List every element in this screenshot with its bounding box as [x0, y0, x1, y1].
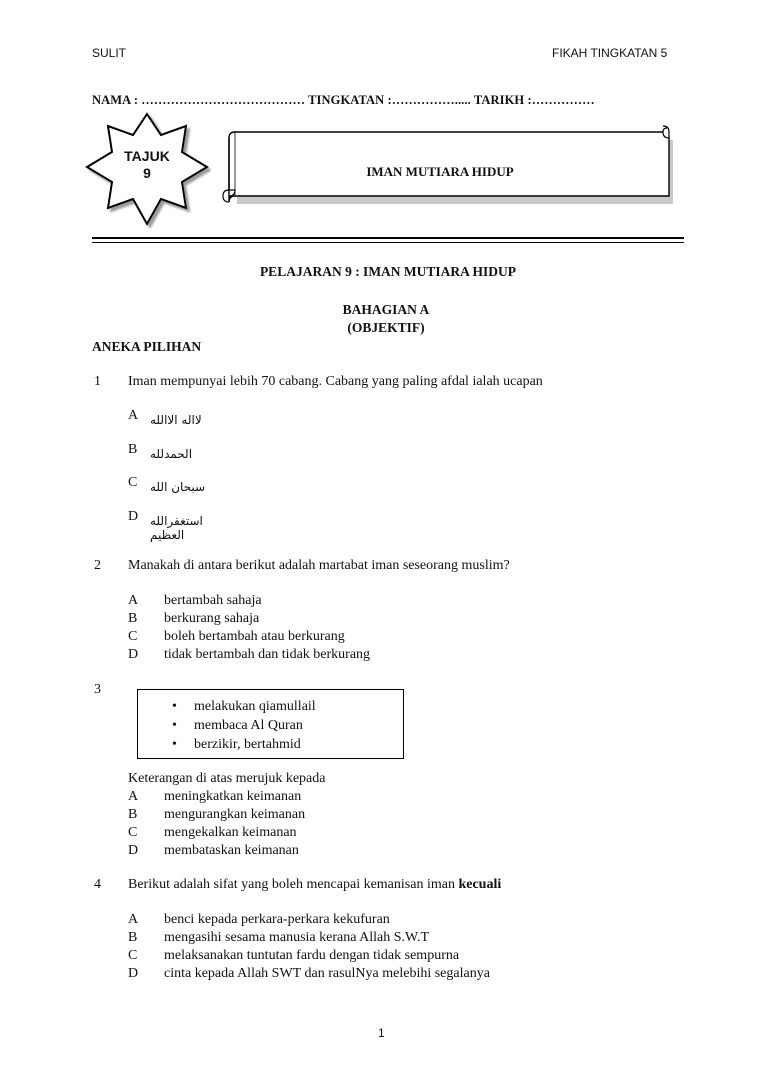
section-subtitle: (OBJEKTIF) [347, 320, 425, 335]
question-text: Manakah di antara berikut adalah martabat iman seseorang muslim? [128, 558, 510, 573]
option-text: berkurang sahaja [164, 611, 260, 626]
badge-line-1: TAJUK [124, 148, 170, 164]
question-number: 2 [94, 558, 101, 573]
option-text: mengurangkan keimanan [164, 807, 306, 822]
lesson-title: PELAJARAN 9 : IMAN MUTIARA HIDUP [259, 264, 517, 279]
option-text: benci kepada perkara-perkara kekufuran [164, 912, 390, 927]
option-label: D [128, 966, 139, 981]
student-info-row: NAMA : ………………………………… TINGKATAN :……………..... TARIKH :…………… [92, 93, 595, 107]
banner-title: IMAN MUTIARA HIDUP [366, 164, 514, 179]
option-label: C [128, 629, 138, 644]
badge-label [110, 148, 184, 182]
option-label: A [128, 789, 139, 804]
option-text: tidak bertambah dan tidak berkurang [164, 647, 371, 662]
option-label: C [128, 948, 138, 963]
option-arabic: استغفرالله العظيم [150, 514, 203, 542]
bullet-dot: • [172, 737, 177, 752]
option-text: boleh bertambah atau berkurang [164, 629, 345, 644]
bullet-dot: • [172, 718, 177, 733]
option-text: melaksanakan tuntutan fardu dengan tidak sempurna [164, 948, 460, 963]
option-arabic: سبحان الله [150, 480, 206, 494]
option-label: C [128, 825, 138, 840]
option-label: A [128, 912, 139, 927]
option-text: cinta kepada Allah SWT dan rasulNya melebihi segalanya [164, 966, 490, 981]
question-number: 1 [94, 374, 101, 389]
question-text: Iman mempunyai lebih 70 cabang. Cabang yang paling afdal ialah ucapan [128, 374, 543, 389]
option-text: bertambah sahaja [164, 593, 262, 608]
option-label: B [128, 442, 138, 457]
section-title: BAHAGIAN A [342, 302, 430, 317]
bullet-text: melakukan qiamullail [194, 699, 316, 714]
badge-line-2: 9 [143, 165, 151, 181]
option-arabic: لااله الاالله [150, 413, 202, 427]
question-text: Keterangan di atas merujuk kepada [128, 771, 326, 786]
option-arabic: الحمدلله [150, 447, 193, 461]
section-heading: ANEKA PILIHAN [92, 339, 202, 354]
option-label: B [128, 930, 138, 945]
header-left: SULIT [92, 46, 127, 60]
option-label: A [128, 408, 139, 423]
option-label: D [128, 647, 139, 662]
option-label: D [128, 509, 139, 524]
header-right: FIKAH TINGKATAN 5 [552, 46, 668, 60]
bullet-text: membaca Al Quran [194, 718, 303, 733]
option-label: A [128, 593, 139, 608]
question-number: 4 [94, 877, 101, 892]
option-label: C [128, 475, 138, 490]
option-text: meningkatkan keimanan [164, 789, 302, 804]
option-text: mengekalkan keimanan [164, 825, 297, 840]
divider-thick [92, 237, 684, 239]
option-label: B [128, 611, 138, 626]
question-emphasis: kecuali [458, 877, 502, 892]
question-number: 3 [94, 682, 101, 697]
option-text: mengasihi sesama manusia kerana Allah S.W.T [164, 930, 430, 945]
bullet-dot: • [172, 699, 177, 714]
option-text: membataskan keimanan [164, 843, 299, 858]
question-text [128, 877, 501, 893]
option-label: B [128, 807, 138, 822]
bullet-text: berzikir, bertahmid [194, 737, 301, 752]
option-label: D [128, 843, 139, 858]
divider-thin [92, 242, 684, 243]
page-number: 1 [378, 1026, 385, 1040]
question-text-main: Berikut adalah sifat yang boleh mencapai kemanisan iman [128, 877, 459, 892]
